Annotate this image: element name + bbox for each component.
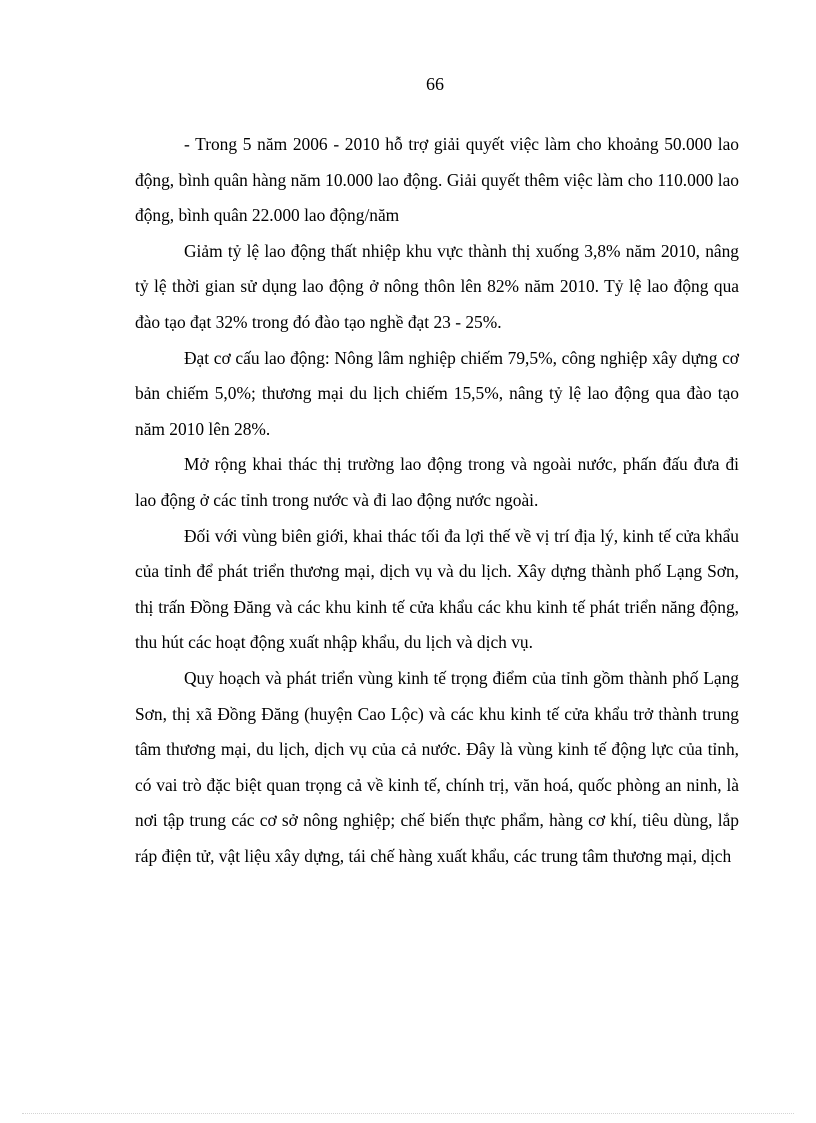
paragraph-labor-market: Mở rộng khai thác thị trường lao động trong và ngoài nước, phấn đấu đưa đi lao động ở các tỉnh trong nước và đi lao động nước ngoài.: [135, 454, 739, 510]
document-body: [135, 127, 739, 874]
paragraph-labor-structure: Đạt cơ cấu lao động: Nông lâm nghiệp chiếm 79,5%, công nghiệp xây dựng cơ bản chiếm 5,0%; thương mại du lịch chiếm 15,5%, nâng tỷ lệ lao động qua đào tạo năm 2010 lên 28%.: [135, 347, 739, 439]
paragraph-employment-support: - Trong 5 năm 2006 - 2010 hỗ trợ giải quyết việc làm cho khoảng 50.000 lao động, bình quân hàng năm 10.000 lao động. Giải quyết thêm việc làm cho 110.000 lao động, bình quân 22.000 lao động/năm: [135, 134, 739, 226]
page-number: 66: [426, 74, 444, 94]
paragraph-unemployment-rate: Giảm tỷ lệ lao động thất nhiệp khu vực thành thị xuống 3,8% năm 2010, nâng tỷ lệ thời gian sử dụng lao động ở nông thôn lên 82% năm 2010. Tỷ lệ lao động qua đào tạo đạt 32% trong đó đào tạo nghề đạt 23 - 25%.: [135, 240, 739, 332]
page-bottom-divider: [22, 1113, 794, 1114]
paragraph-border-region: Đối với vùng biên giới, khai thác tối đa lợi thế về vị trí địa lý, kinh tế cửa khẩu của tỉnh để phát triển thương mại, dịch vụ và du lịch. Xây dựng thành phố Lạng Sơn, thị trấn Đồng Đăng và các khu kinh tế cửa khẩu các khu kinh tế phát triển năng động, thu hút các hoạt động xuất nhập khẩu, du lịch và dịch vụ.: [135, 525, 739, 653]
paragraph-key-economic-zone: Quy hoạch và phát triển vùng kinh tế trọng điểm của tỉnh gồm thành phố Lạng Sơn, thị xã Đồng Đăng (huyện Cao Lộc) và các khu kinh tế cửa khẩu trở thành trung tâm thương mại, du lịch, dịch vụ của cả nước. Đây là vùng kinh tế động lực của tỉnh, có vai trò đặc biệt quan trọng cả về kinh tế, chính trị, văn hoá, quốc phòng an ninh, là nơi tập trung các cơ sở nông nghiệp; chế biến thực phẩm, hàng cơ khí, tiêu dùng, lắp ráp điện tử, vật liệu xây dựng, tái chế hàng xuất khẩu, các trung tâm thương mại, dịch: [135, 667, 739, 866]
